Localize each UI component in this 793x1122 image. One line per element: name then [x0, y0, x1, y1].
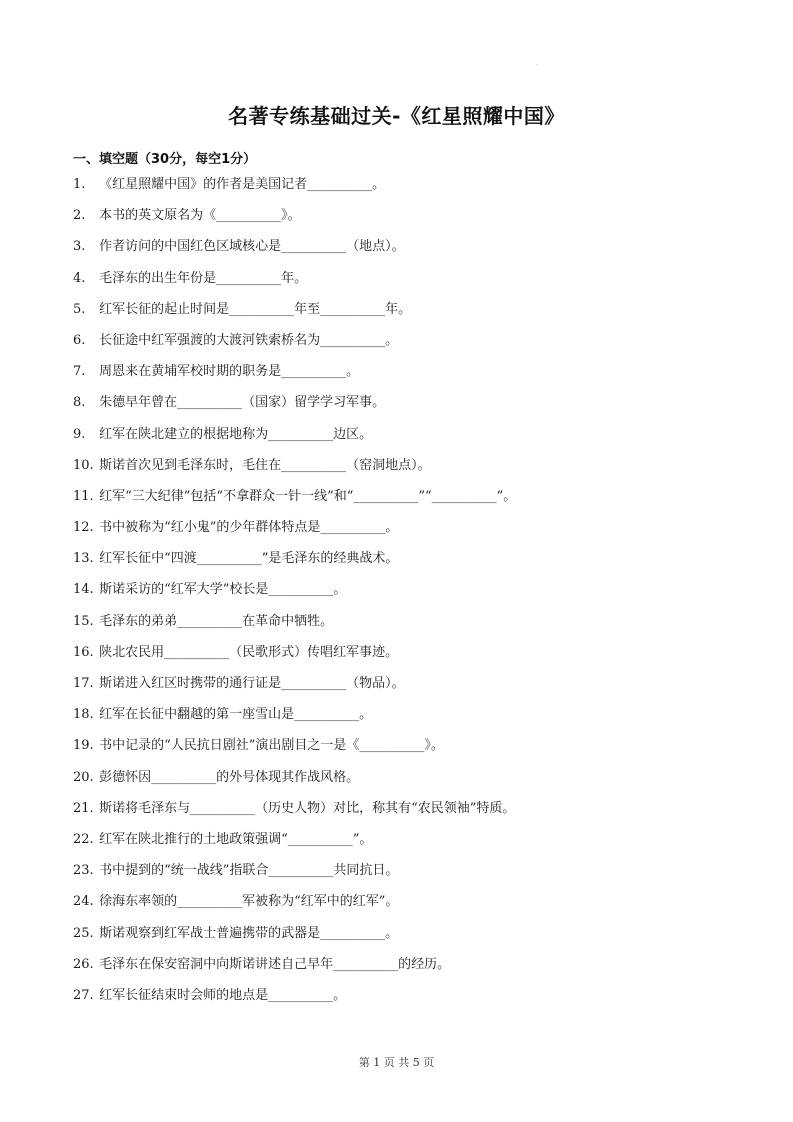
question-item [73, 985, 753, 1016]
question-text: 红军长征结束时会师的地点是__________。 [99, 987, 347, 1003]
question-text: 长征途中红军强渡的大渡河铁索桥名为__________。 [99, 332, 399, 348]
question-text: 陕北农民用__________（民歌形式）传唱红军事迹。 [99, 644, 399, 660]
question-text: 红军长征的起止时间是__________年至__________年。 [99, 301, 412, 317]
page-footer: 第 1 页 共 5 页 [358, 1056, 435, 1069]
question-number: 9. [73, 426, 86, 442]
question-number: 4. [73, 270, 86, 286]
question-item [73, 174, 753, 205]
question-text: 斯诺首次见到毛泽东时，毛住在__________（窑洞地点）。 [99, 457, 431, 473]
question-number: 17. [73, 676, 94, 691]
question-number: 1. [73, 177, 86, 192]
question-item [73, 268, 753, 299]
question-number: 14. [73, 582, 94, 598]
question-text: 徐海东率领的__________军被称为“红军中的红军”。 [99, 894, 399, 910]
question-text: 周恩来在黄埔军校时期的职务是__________。 [99, 364, 360, 380]
question-text: 《红星照耀中国》的作者是美国记者__________。 [99, 177, 386, 192]
question-text: 书中提到的“统一战线”指联合__________共同抗日。 [99, 863, 399, 879]
question-number: 8. [73, 395, 86, 411]
question-item [73, 455, 753, 486]
question-text: 作者访问的中国红色区域核心是__________（地点）。 [99, 239, 405, 255]
question-text: 书中记录的“人民抗日剧社”演出剧目之一是《__________》。 [99, 738, 444, 754]
question-number: 26. [73, 956, 94, 972]
question-number: 27. [73, 987, 94, 1003]
question-item [73, 767, 753, 798]
question-item [73, 611, 753, 642]
question-number: 20. [73, 769, 94, 785]
question-item [73, 673, 753, 704]
question-item [73, 486, 753, 517]
question-item [73, 361, 753, 392]
question-item [73, 517, 753, 548]
question-item [73, 548, 753, 579]
question-text: 斯诺进入红区时携带的通行证是__________（物品）。 [99, 676, 405, 691]
question-text: 朱德早年曾在__________（国家）留学学习军事。 [99, 395, 386, 411]
question-number: 19. [73, 738, 94, 754]
question-text: 毛泽东在保安窑洞中向斯诺讲述自己早年__________的经历。 [99, 956, 451, 972]
question-text: 斯诺观察到红军战士普遍携带的武器是__________。 [99, 925, 399, 941]
question-item [73, 642, 753, 673]
question-number: 7. [73, 364, 86, 380]
question-number: 2. [73, 208, 86, 224]
question-item [73, 299, 753, 330]
question-number: 21. [73, 800, 94, 816]
question-number: 18. [73, 707, 94, 723]
question-number: 12. [73, 520, 94, 536]
question-number: 22. [73, 831, 94, 847]
question-text: 红军“三大纪律”包括“不拿群众一针一线”和“__________”“__________”。 [99, 488, 517, 504]
question-text: 斯诺采访的“红军大学”校长是__________。 [99, 582, 347, 598]
corner-mark: . [536, 60, 538, 67]
page-title: 名著专练基础过关-《红星照耀中国》 [228, 104, 565, 128]
question-text: 本书的英文原名为《__________》。 [99, 208, 301, 224]
question-item [73, 424, 753, 455]
question-item [73, 923, 753, 954]
question-item [73, 330, 753, 361]
question-item [73, 891, 753, 922]
question-text: 红军在陕北建立的根据地称为__________边区。 [99, 426, 373, 442]
question-number: 15. [73, 613, 94, 629]
question-text: 斯诺将毛泽东与__________（历史人物）对比，称其有“农民领袖”特质。 [99, 800, 516, 816]
question-number: 13. [73, 551, 94, 567]
question-item [73, 579, 753, 610]
question-item [73, 392, 753, 423]
question-text: 红军在陕北推行的土地政策强调“__________”。 [99, 831, 373, 847]
question-text: 毛泽东的弟弟__________在革命中牺牲。 [99, 613, 334, 629]
question-text: 毛泽东的出生年份是__________年。 [99, 270, 308, 286]
question-item [73, 236, 753, 267]
question-item [73, 205, 753, 236]
question-text: 红军在长征中翻越的第一座雪山是__________。 [99, 707, 373, 723]
question-number: 3. [73, 239, 86, 255]
question-number: 25. [73, 925, 94, 941]
question-text: 书中被称为“红小鬼”的少年群体特点是__________。 [99, 520, 399, 536]
question-number: 16. [73, 644, 94, 660]
question-list [73, 174, 753, 1016]
question-number: 5. [73, 301, 86, 317]
question-number: 23. [73, 863, 94, 879]
question-number: 11. [73, 488, 94, 504]
section-heading: 一、填空题（30分，每空1分） [73, 152, 257, 167]
question-text: 彭德怀因__________的外号体现其作战风格。 [99, 769, 360, 785]
question-item [73, 829, 753, 860]
question-number: 6. [73, 332, 86, 348]
question-number: 10. [73, 457, 94, 473]
question-item [73, 860, 753, 891]
question-item [73, 798, 753, 829]
question-item [73, 954, 753, 985]
question-number: 24. [73, 894, 94, 910]
question-text: 红军长征中“四渡__________”是毛泽东的经典战术。 [99, 551, 399, 567]
question-item [73, 704, 753, 735]
question-item [73, 735, 753, 766]
